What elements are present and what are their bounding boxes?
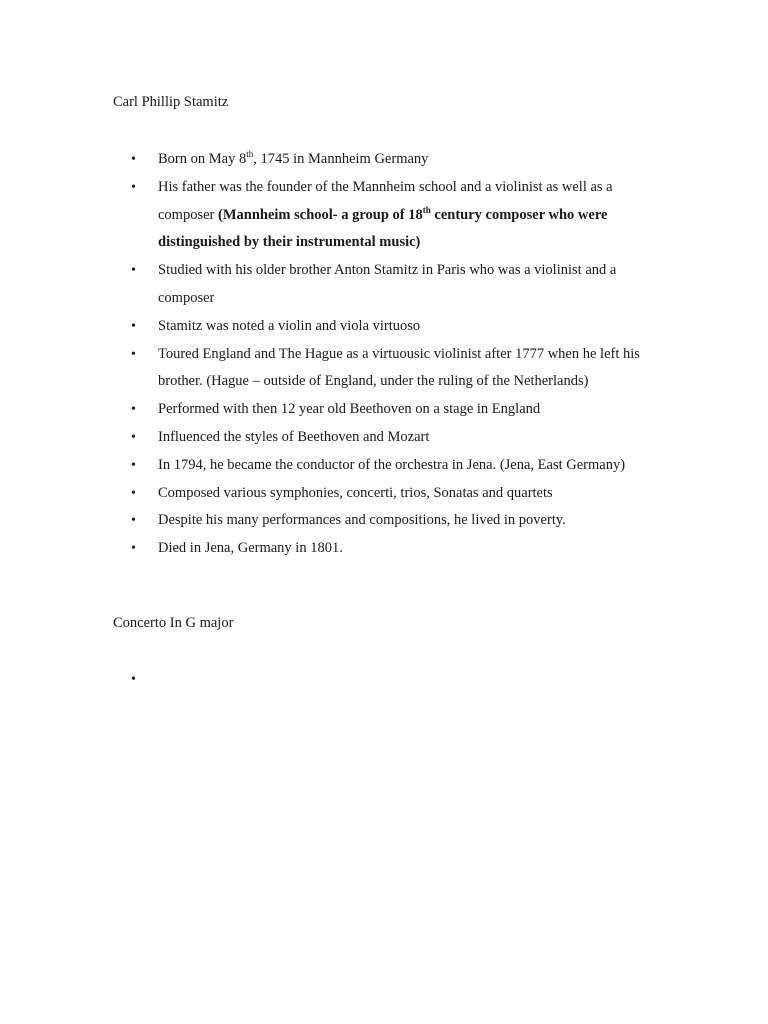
bullet-icon: •: [131, 457, 136, 473]
bullet-icon: •: [131, 402, 136, 418]
list-item-text: Studied with his older brother Anton Stamitz in Paris who was a violinist and a composer: [158, 262, 617, 306]
bullet-icon: •: [131, 346, 136, 362]
bullet-icon: •: [131, 179, 136, 195]
list-item: [113, 452, 653, 480]
bullet-icon: •: [131, 152, 136, 167]
section-heading-concerto: Concerto In G major: [113, 615, 234, 631]
list-item-text: Stamitz was noted a violin and viola virtuoso: [158, 317, 421, 334]
list-item: [113, 257, 653, 313]
superscript: th: [422, 204, 431, 215]
list-item: [113, 535, 653, 563]
list-item: [113, 507, 653, 535]
bold-note-text: century composer who were distinguished by their instrumental music): [158, 206, 608, 251]
bullet-icon: •: [131, 541, 136, 557]
list-item-text: In 1794, he became the conductor of the orchestra in Jena. (Jena, East Germany): [158, 456, 626, 473]
bullet-icon: •: [131, 513, 136, 529]
bullet-icon: •: [131, 672, 136, 687]
bullet-icon: •: [131, 485, 136, 501]
list-item-text: , 1745 in Mannheim Germany: [253, 151, 429, 167]
list-item: [113, 424, 653, 452]
bullet-icon: •: [131, 318, 136, 334]
list-item: [113, 341, 653, 397]
list-item-text: Died in Jena, Germany in 1801.: [158, 540, 343, 557]
list-item-text: Composed various symphonies, concerti, trios, Sonatas and quartets: [158, 484, 553, 501]
list-item-text: Performed with then 12 year old Beethoven on a stage in England: [158, 401, 541, 418]
list-item: [113, 174, 653, 257]
list-item: [113, 396, 653, 424]
biography-bullet-list: [113, 146, 653, 563]
list-item: [113, 480, 653, 508]
list-item-text: Influenced the styles of Beethoven and Mozart: [158, 428, 430, 445]
list-item: [113, 313, 653, 341]
list-item-text: Despite his many performances and compositions, he lived in poverty.: [158, 512, 566, 529]
bold-note-text: (Mannheim school- a group of 18: [218, 206, 423, 223]
bullet-icon: •: [131, 429, 136, 445]
section-heading-biography: Carl Phillip Stamitz: [113, 94, 229, 110]
bold-note: [158, 204, 608, 251]
bullet-icon: •: [131, 263, 136, 279]
list-item-text: Born on May 8: [158, 151, 247, 167]
superscript: th: [246, 149, 254, 159]
list-item-text: His father was the founder of the Mannheim school and a violinist as well as a composer: [158, 178, 613, 223]
list-item: [113, 146, 653, 174]
list-item-text: Toured England and The Hague as a virtuousic violinist after 1777 when he left his brother. (Hague – outside of England, under the ruling of the Netherlands): [158, 345, 640, 390]
